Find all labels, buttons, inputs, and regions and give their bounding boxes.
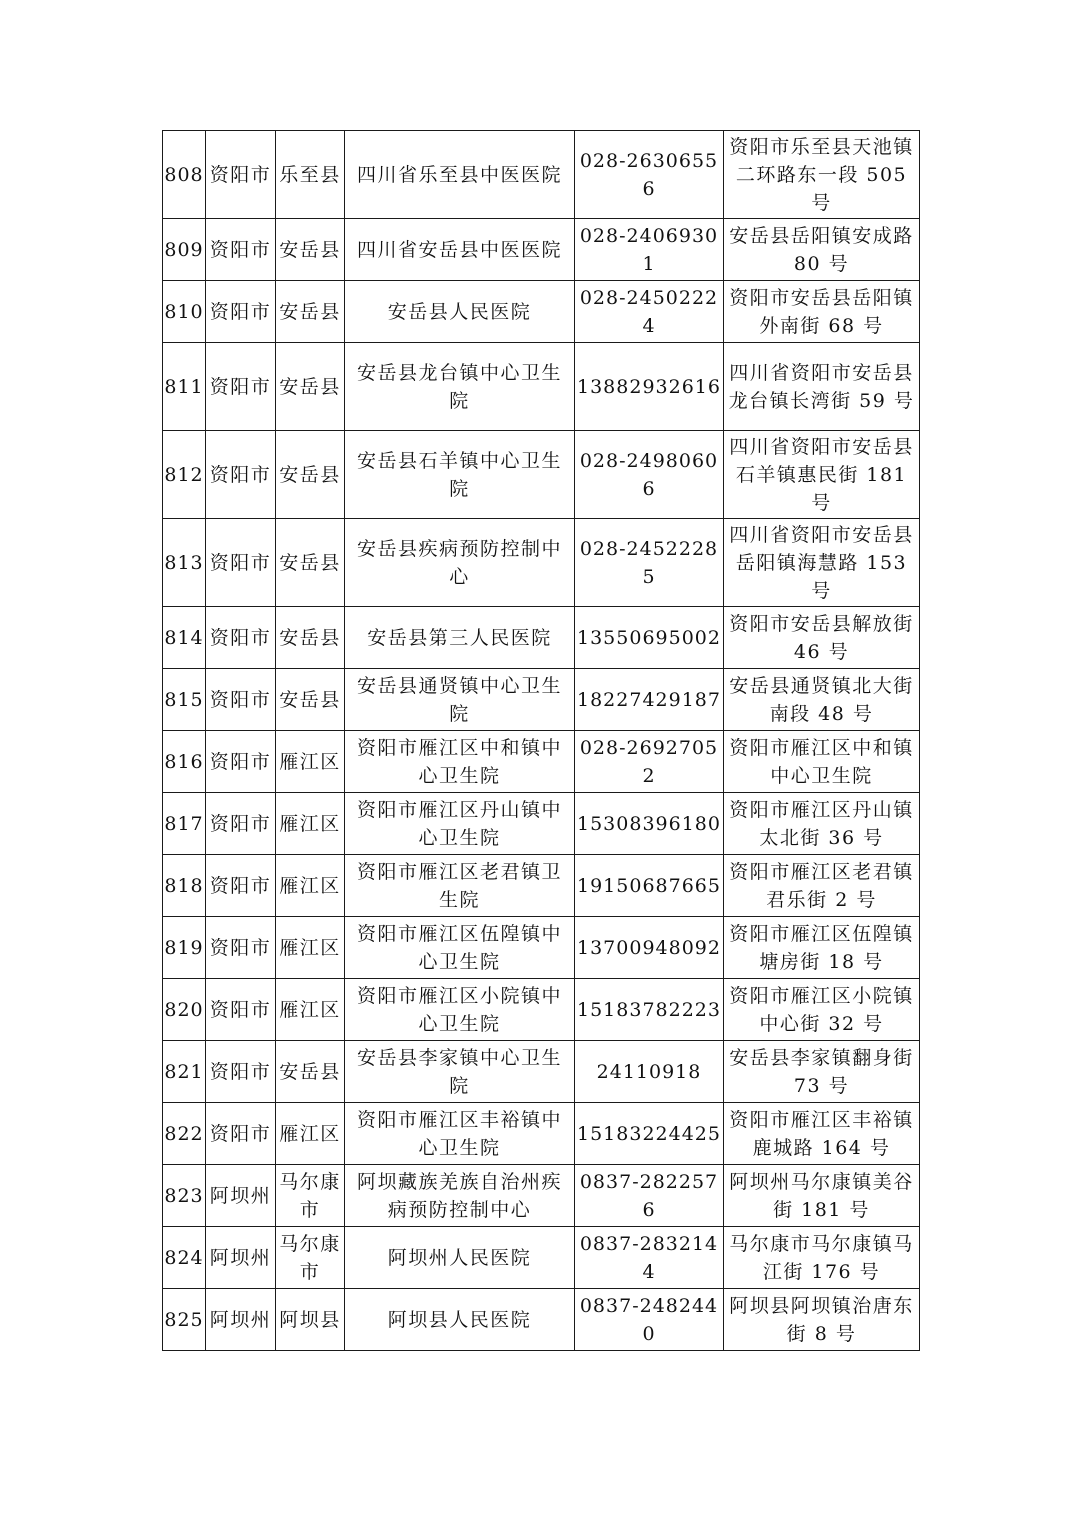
phone-cell: 028-24980606 bbox=[575, 431, 724, 519]
address-cell: 安岳县岳阳镇安成路 80 号 bbox=[724, 219, 920, 281]
table-row bbox=[163, 979, 920, 1041]
row-number-cell: 822 bbox=[163, 1103, 206, 1165]
city-cell: 资阳市 bbox=[206, 519, 276, 607]
table-row bbox=[163, 219, 920, 281]
institution-name-cell: 资阳市雁江区丹山镇中心卫生院 bbox=[345, 793, 575, 855]
row-number-cell: 809 bbox=[163, 219, 206, 281]
city-cell: 资阳市 bbox=[206, 431, 276, 519]
city-cell: 阿坝州 bbox=[206, 1165, 276, 1227]
city-cell: 阿坝州 bbox=[206, 1227, 276, 1289]
table-row bbox=[163, 131, 920, 219]
phone-cell: 028-24502224 bbox=[575, 281, 724, 343]
address-cell: 马尔康市马尔康镇马江街 176 号 bbox=[724, 1227, 920, 1289]
row-number-cell: 810 bbox=[163, 281, 206, 343]
institution-name-cell: 阿坝藏族羌族自治州疾病预防控制中心 bbox=[345, 1165, 575, 1227]
county-cell: 安岳县 bbox=[276, 1041, 345, 1103]
institution-name-cell: 安岳县通贤镇中心卫生院 bbox=[345, 669, 575, 731]
table-row bbox=[163, 1041, 920, 1103]
table-row bbox=[163, 731, 920, 793]
phone-cell: 028-26927052 bbox=[575, 731, 724, 793]
phone-cell: 0837-2482440 bbox=[575, 1289, 724, 1351]
phone-cell: 028-24522285 bbox=[575, 519, 724, 607]
row-number-cell: 815 bbox=[163, 669, 206, 731]
county-cell: 雁江区 bbox=[276, 731, 345, 793]
county-cell: 安岳县 bbox=[276, 281, 345, 343]
row-number-cell: 811 bbox=[163, 343, 206, 431]
county-cell: 安岳县 bbox=[276, 669, 345, 731]
phone-cell: 15308396180 bbox=[575, 793, 724, 855]
institution-name-cell: 安岳县疾病预防控制中心 bbox=[345, 519, 575, 607]
phone-cell: 028-26306556 bbox=[575, 131, 724, 219]
city-cell: 资阳市 bbox=[206, 979, 276, 1041]
address-cell: 安岳县李家镇翻身街 73 号 bbox=[724, 1041, 920, 1103]
phone-cell: 24110918 bbox=[575, 1041, 724, 1103]
city-cell: 资阳市 bbox=[206, 131, 276, 219]
city-cell: 资阳市 bbox=[206, 1041, 276, 1103]
county-cell: 马尔康市 bbox=[276, 1165, 345, 1227]
institution-name-cell: 安岳县石羊镇中心卫生院 bbox=[345, 431, 575, 519]
address-cell: 资阳市雁江区中和镇中心卫生院 bbox=[724, 731, 920, 793]
county-cell: 雁江区 bbox=[276, 793, 345, 855]
table-row bbox=[163, 281, 920, 343]
county-cell: 雁江区 bbox=[276, 917, 345, 979]
table-row bbox=[163, 793, 920, 855]
row-number-cell: 820 bbox=[163, 979, 206, 1041]
phone-cell: 028-24069301 bbox=[575, 219, 724, 281]
city-cell: 资阳市 bbox=[206, 281, 276, 343]
address-cell: 资阳市雁江区小院镇中心街 32 号 bbox=[724, 979, 920, 1041]
county-cell: 马尔康市 bbox=[276, 1227, 345, 1289]
county-cell: 安岳县 bbox=[276, 343, 345, 431]
city-cell: 资阳市 bbox=[206, 607, 276, 669]
address-cell: 资阳市雁江区丰裕镇鹿城路 164 号 bbox=[724, 1103, 920, 1165]
institution-name-cell: 阿坝县人民医院 bbox=[345, 1289, 575, 1351]
institution-name-cell: 四川省乐至县中医医院 bbox=[345, 131, 575, 219]
address-cell: 四川省资阳市安岳县龙台镇长湾街 59 号 bbox=[724, 343, 920, 431]
city-cell: 资阳市 bbox=[206, 669, 276, 731]
county-cell: 安岳县 bbox=[276, 219, 345, 281]
institution-name-cell: 资阳市雁江区中和镇中心卫生院 bbox=[345, 731, 575, 793]
city-cell: 资阳市 bbox=[206, 793, 276, 855]
institution-name-cell: 资阳市雁江区小院镇中心卫生院 bbox=[345, 979, 575, 1041]
table-row bbox=[163, 1227, 920, 1289]
county-cell: 乐至县 bbox=[276, 131, 345, 219]
table-row bbox=[163, 1165, 920, 1227]
row-number-cell: 817 bbox=[163, 793, 206, 855]
city-cell: 资阳市 bbox=[206, 855, 276, 917]
city-cell: 资阳市 bbox=[206, 917, 276, 979]
address-cell: 资阳市雁江区伍隍镇塘房街 18 号 bbox=[724, 917, 920, 979]
table-row bbox=[163, 1103, 920, 1165]
hospital-table bbox=[162, 130, 920, 1351]
phone-cell: 13700948092 bbox=[575, 917, 724, 979]
county-cell: 雁江区 bbox=[276, 855, 345, 917]
address-cell: 四川省资阳市安岳县石羊镇惠民街 181 号 bbox=[724, 431, 920, 519]
address-cell: 资阳市安岳县解放街 46 号 bbox=[724, 607, 920, 669]
table-row bbox=[163, 855, 920, 917]
institution-name-cell: 资阳市雁江区丰裕镇中心卫生院 bbox=[345, 1103, 575, 1165]
row-number-cell: 818 bbox=[163, 855, 206, 917]
phone-cell: 15183224425 bbox=[575, 1103, 724, 1165]
institution-name-cell: 安岳县龙台镇中心卫生院 bbox=[345, 343, 575, 431]
institution-name-cell: 阿坝州人民医院 bbox=[345, 1227, 575, 1289]
institution-name-cell: 资阳市雁江区伍隍镇中心卫生院 bbox=[345, 917, 575, 979]
county-cell: 安岳县 bbox=[276, 519, 345, 607]
phone-cell: 13882932616 bbox=[575, 343, 724, 431]
phone-cell: 0837-2832144 bbox=[575, 1227, 724, 1289]
row-number-cell: 812 bbox=[163, 431, 206, 519]
row-number-cell: 823 bbox=[163, 1165, 206, 1227]
row-number-cell: 819 bbox=[163, 917, 206, 979]
institution-name-cell: 安岳县第三人民医院 bbox=[345, 607, 575, 669]
county-cell: 雁江区 bbox=[276, 979, 345, 1041]
address-cell: 资阳市安岳县岳阳镇外南街 68 号 bbox=[724, 281, 920, 343]
phone-cell: 18227429187 bbox=[575, 669, 724, 731]
city-cell: 阿坝州 bbox=[206, 1289, 276, 1351]
city-cell: 资阳市 bbox=[206, 343, 276, 431]
address-cell: 安岳县通贤镇北大街南段 48 号 bbox=[724, 669, 920, 731]
address-cell: 资阳市雁江区老君镇君乐街 2 号 bbox=[724, 855, 920, 917]
row-number-cell: 816 bbox=[163, 731, 206, 793]
phone-cell: 15183782223 bbox=[575, 979, 724, 1041]
row-number-cell: 824 bbox=[163, 1227, 206, 1289]
row-number-cell: 808 bbox=[163, 131, 206, 219]
institution-name-cell: 安岳县人民医院 bbox=[345, 281, 575, 343]
table-row bbox=[163, 669, 920, 731]
institution-name-cell: 四川省安岳县中医医院 bbox=[345, 219, 575, 281]
city-cell: 资阳市 bbox=[206, 731, 276, 793]
institution-name-cell: 资阳市雁江区老君镇卫生院 bbox=[345, 855, 575, 917]
row-number-cell: 821 bbox=[163, 1041, 206, 1103]
table-row bbox=[163, 343, 920, 431]
address-cell: 四川省资阳市安岳县岳阳镇海慧路 153 号 bbox=[724, 519, 920, 607]
table-row bbox=[163, 519, 920, 607]
address-cell: 资阳市乐至县天池镇二环路东一段 505 号 bbox=[724, 131, 920, 219]
city-cell: 资阳市 bbox=[206, 1103, 276, 1165]
phone-cell: 13550695002 bbox=[575, 607, 724, 669]
table-row bbox=[163, 1289, 920, 1351]
table-row bbox=[163, 917, 920, 979]
address-cell: 阿坝州马尔康镇美谷街 181 号 bbox=[724, 1165, 920, 1227]
institution-name-cell: 安岳县李家镇中心卫生院 bbox=[345, 1041, 575, 1103]
county-cell: 安岳县 bbox=[276, 607, 345, 669]
city-cell: 资阳市 bbox=[206, 219, 276, 281]
phone-cell: 0837-2822576 bbox=[575, 1165, 724, 1227]
address-cell: 资阳市雁江区丹山镇太北街 36 号 bbox=[724, 793, 920, 855]
row-number-cell: 813 bbox=[163, 519, 206, 607]
address-cell: 阿坝县阿坝镇治唐东街 8 号 bbox=[724, 1289, 920, 1351]
table-row bbox=[163, 607, 920, 669]
county-cell: 安岳县 bbox=[276, 431, 345, 519]
row-number-cell: 814 bbox=[163, 607, 206, 669]
county-cell: 阿坝县 bbox=[276, 1289, 345, 1351]
phone-cell: 19150687665 bbox=[575, 855, 724, 917]
row-number-cell: 825 bbox=[163, 1289, 206, 1351]
county-cell: 雁江区 bbox=[276, 1103, 345, 1165]
table-body bbox=[163, 131, 920, 1351]
table-row bbox=[163, 431, 920, 519]
